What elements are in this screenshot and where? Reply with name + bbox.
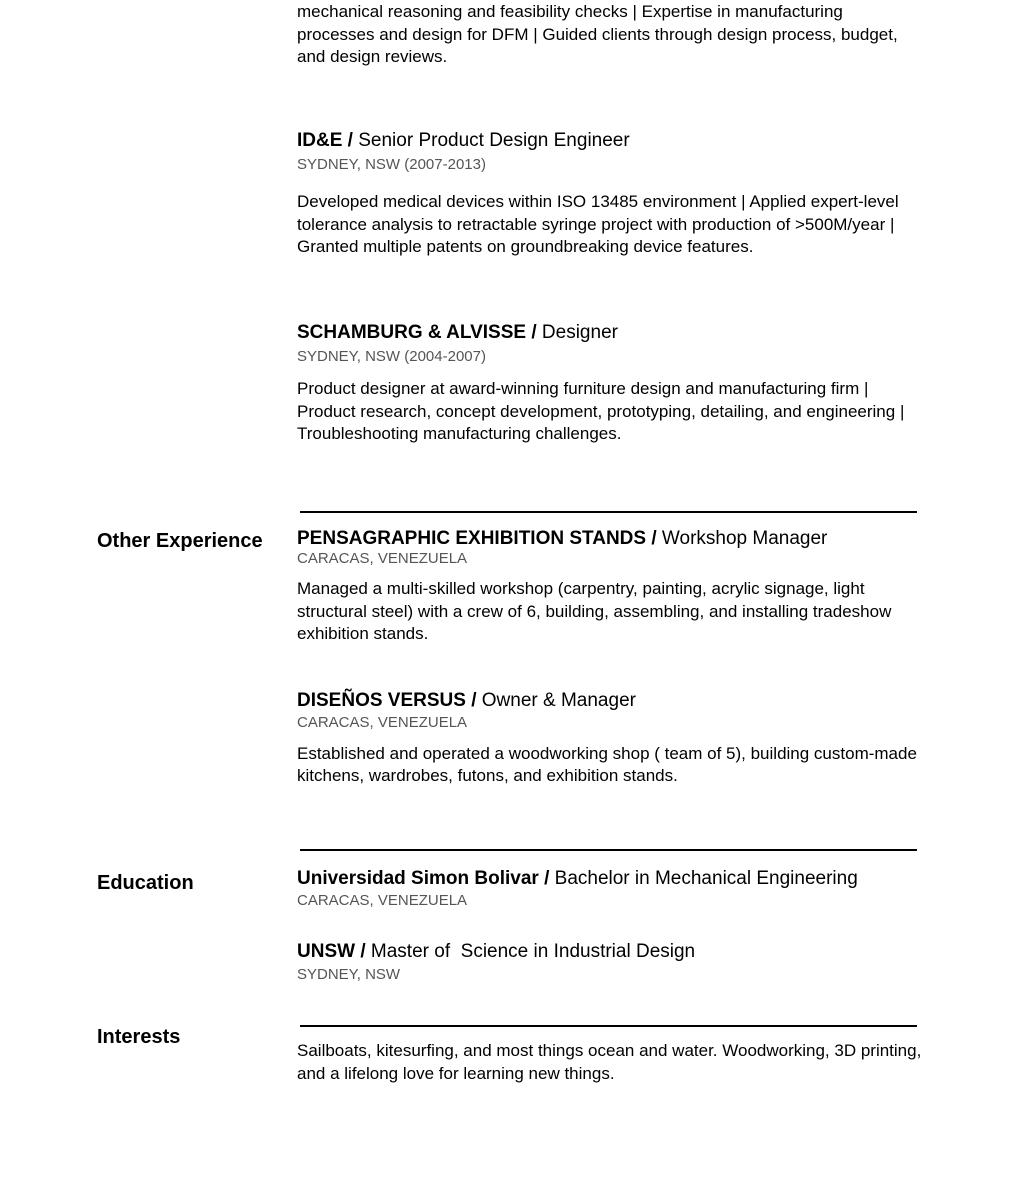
entry-location: SYDNEY, NSW [297,966,401,983]
entry-description: Product designer at award-winning furniture design and manufacturing firm | Product research, concept development, prototyping, detailing, and engineering | Troubleshooting manufacturing challenges. [297,379,905,443]
job-role: Senior Product Design Engineer [358,130,630,151]
title-separator: / [465,690,482,711]
institution-name: UNSW [297,941,356,962]
title-separator: / [355,941,371,962]
education-entry [297,940,695,964]
title-separator: / [646,528,662,549]
entry-title [297,867,858,891]
section-divider [300,1025,917,1027]
entry-title [297,129,630,153]
title-separator: / [538,868,555,889]
job-role: Workshop Manager [661,528,828,549]
section-heading-interests: Interests [97,1026,181,1048]
entry-description: Managed a multi-skilled workshop (carpentry, painting, acrylic signage, light structural steel) with a crew of 6, building, assembling, and installing tradeshow exhibition stands. [297,579,892,643]
entry-location: CARACAS, VENEZUELA [297,892,468,909]
other-experience-entry [297,527,827,551]
entry-location: SYDNEY, NSW (2007-2013) [297,156,486,173]
organization-name: ID&E [297,130,343,151]
organization-name: SCHAMBURG & ALVISSE [297,322,527,343]
entry-title [297,940,695,964]
entry-location: SYDNEY, NSW (2004-2007) [297,348,486,365]
entry-title [297,321,618,345]
institution-name: Universidad Simon Bolivar [297,868,539,889]
other-experience-entry [297,689,636,713]
job-role: Designer [541,322,618,343]
entry-title [297,689,636,713]
organization-name: PENSAGRAPHIC EXHIBITION STANDS [297,528,647,549]
work-entry [297,321,618,345]
entry-location: CARACAS, VENEZUELA [297,550,468,567]
section-heading-other-experience: Other Experience [97,530,263,552]
entry-description: Established and operated a woodworking shop ( team of 5), building custom-made kitchens, wardrobes, futons, and exhibition stands. [297,744,917,785]
title-separator: / [342,130,359,151]
section-divider [300,849,917,851]
previous-entry-description: mechanical reasoning and feasibility checks | Expertise in manufacturing processes and design for DFM | Guided clients through design process, budget, and design reviews. [297,2,898,66]
education-entry [297,867,858,891]
work-entry [297,129,630,153]
degree-name: Master of Science in Industrial Design [370,941,696,962]
job-role: Owner & Manager [481,690,636,711]
entry-description: Developed medical devices within ISO 13485 environment | Applied expert-level tolerance analysis to retractable syringe project with production of >500M/year | Granted multiple patents on groundbreaking device features. [297,192,899,256]
interests-text: Sailboats, kitesurfing, and most things ocean and water. Woodworking, 3D printing, and a lifelong love for learning new things. [297,1041,922,1083]
organization-name: DISEÑOS VERSUS [297,690,466,711]
entry-location: CARACAS, VENEZUELA [297,714,468,731]
entry-title [297,527,827,551]
section-heading-education: Education [97,872,194,894]
section-divider [300,511,917,513]
degree-name: Bachelor in Mechanical Engineering [554,868,858,889]
title-separator: / [526,322,542,343]
